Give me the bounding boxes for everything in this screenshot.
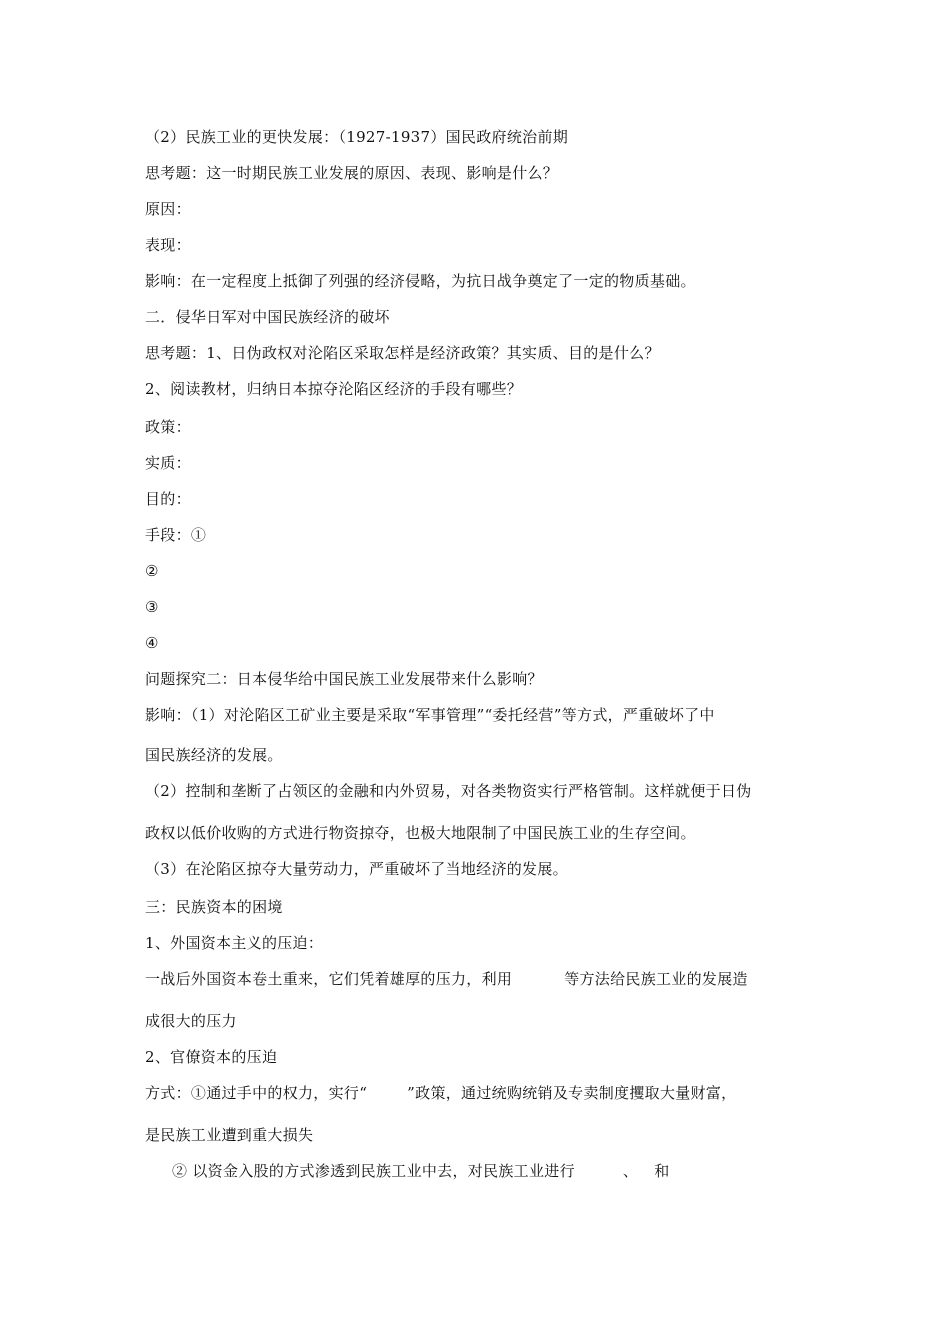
- text-line: 影响：（1）对沦陷区工矿业主要是采取“军事管理”“委托经营”等方式，严重破坏了中: [145, 706, 715, 724]
- text-line: 2、阅读教材，归纳日本掠夺沦陷区经济的手段有哪些？: [145, 380, 523, 398]
- text-line: （3）在沦陷区掠夺大量劳动力，严重破坏了当地经济的发展。: [145, 860, 568, 878]
- text-line: 手段：①: [145, 526, 207, 544]
- text-segment: 、: [622, 1162, 639, 1180]
- text-line: 政策：: [145, 418, 191, 436]
- text-segment: 等方法给民族工业的发展造: [564, 970, 748, 988]
- text-line: ③: [145, 598, 159, 616]
- section-heading: 二．侵华日军对中国民族经济的破坏: [145, 308, 390, 326]
- text-line: [172, 1161, 670, 1181]
- text-line: ②: [145, 562, 159, 580]
- text-line: 目的：: [145, 490, 191, 508]
- text-segment: ”政策，通过统购统销及专卖制度攫取大量财富，: [407, 1084, 737, 1102]
- text-line: （2）控制和垄断了占领区的金融和内外贸易，对各类物资实行严格管制。这样就便于日伪: [145, 782, 752, 800]
- text-line: 实质：: [145, 454, 191, 472]
- text-line: 2、官僚资本的压迫: [145, 1048, 278, 1066]
- text-line: 表现：: [145, 236, 191, 254]
- text-segment: 和: [654, 1162, 670, 1180]
- text-line: 是民族工业遭到重大损失: [145, 1126, 314, 1144]
- text-line: 问题探究二：日本侵华给中国民族工业发展带来什么影响？: [145, 670, 543, 688]
- text-line: 影响：在一定程度上抵御了列强的经济侵略，为抗日战争奠定了一定的物质基础。: [145, 272, 696, 290]
- text-line: 思考题：1、日伪政权对沦陷区采取怎样是经济政策？其实质、目的是什么？: [145, 344, 660, 362]
- text-line: 国民族经济的发展。: [145, 746, 283, 764]
- text-line: [145, 1083, 736, 1103]
- section-heading: 三：民族资本的困境: [145, 898, 283, 916]
- text-line: 思考题：这一时期民族工业发展的原因、表现、影响是什么？: [145, 164, 559, 182]
- text-line: 政权以低价收购的方式进行物资掠夺，也极大地限制了中国民族工业的生存空间。: [145, 824, 696, 842]
- text-line: 1、外国资本主义的压迫：: [145, 934, 324, 952]
- text-segment: 一战后外国资本卷土重来，它们凭着雄厚的压力，利用: [145, 970, 513, 988]
- text-segment: 方式：①通过手中的权力，实行“: [145, 1084, 368, 1102]
- text-line: [145, 969, 748, 989]
- text-line: ④: [145, 634, 159, 652]
- text-line: （2）民族工业的更快发展：（1927-1937）国民政府统治前期: [145, 128, 569, 146]
- text-line: 原因：: [145, 200, 191, 218]
- text-segment: ② 以资金入股的方式渗透到民族工业中去，对民族工业进行: [172, 1162, 575, 1180]
- text-line: 成很大的压力: [145, 1012, 237, 1030]
